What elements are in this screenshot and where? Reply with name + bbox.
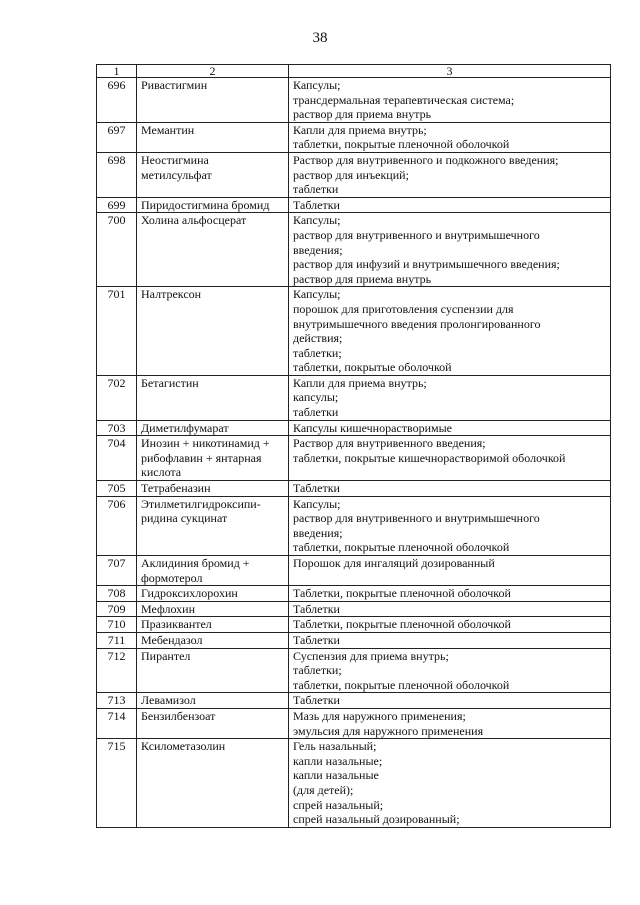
dosage-form-line: спрей назальный;: [293, 797, 384, 812]
row-number: 696: [97, 78, 137, 123]
dosage-form-line: Капсулы;: [293, 213, 341, 228]
table-row: [97, 648, 611, 693]
row-number: 710: [97, 617, 137, 633]
row-number: 697: [97, 122, 137, 152]
dosage-form-line: раствор для приема внутрь: [293, 107, 432, 122]
dosage-form-line: капли назальные: [293, 768, 379, 783]
drug-name-cell: [137, 648, 289, 693]
dosage-form-line: таблетки: [293, 405, 339, 420]
dosage-form-line: таблетки, покрытые пленочной оболочкой: [293, 137, 510, 152]
dosage-form-line: Таблетки: [293, 632, 340, 647]
row-number: 709: [97, 601, 137, 617]
drug-name-cell: [137, 481, 289, 497]
table-row: [97, 601, 611, 617]
dosage-form-line: действия;: [293, 331, 343, 346]
dosage-form-line: эмульсия для наружного применения: [293, 723, 484, 738]
drug-name-line: Аклидиния бромид +: [141, 556, 250, 570]
drug-name-line: кислота: [141, 465, 182, 480]
drug-name-line: Ксилометазолин: [141, 739, 226, 754]
row-number: 704: [97, 436, 137, 481]
dosage-form-line: Капсулы;: [293, 496, 341, 511]
table-row: [97, 708, 611, 738]
dosage-form-line: капли назальные;: [293, 753, 383, 768]
dosage-forms-cell: [289, 617, 611, 633]
table-row: [97, 496, 611, 555]
dosage-form-line: введения;: [293, 242, 343, 257]
dosage-form-line: таблетки, покрытые оболочкой: [293, 360, 452, 375]
dosage-form-line: капсулы;: [293, 390, 339, 405]
drug-name-cell: [137, 122, 289, 152]
dosage-form-line: Капсулы;: [293, 78, 341, 92]
drug-name-line: Мебендазол: [141, 632, 203, 647]
column-header-name: 2: [137, 65, 289, 78]
dosage-form-line: Суспензия для приема внутрь;: [293, 648, 449, 663]
drug-name-line: Этилметилгидроксипи-: [141, 496, 261, 511]
drug-name-line: Холина альфосцерат: [141, 213, 247, 228]
drug-name-cell: [137, 213, 289, 287]
table-body: [97, 78, 611, 828]
table-row: [97, 739, 611, 828]
drug-name-line: Мефлохин: [141, 601, 195, 616]
dosage-form-line: Таблетки, покрытые пленочной оболочкой: [293, 586, 511, 601]
drug-name-line: формотерол: [141, 570, 203, 585]
drug-name-line: Неостигмина: [141, 152, 209, 167]
table-row: [97, 586, 611, 602]
drug-name-line: Бетагистин: [141, 375, 199, 390]
drug-name-cell: [137, 496, 289, 555]
row-number: 701: [97, 287, 137, 376]
dosage-forms-cell: [289, 693, 611, 709]
table-row: [97, 556, 611, 586]
page-number: 38: [312, 30, 328, 46]
dosage-form-line: Таблетки: [293, 197, 340, 212]
drug-name-cell: [137, 78, 289, 123]
drug-name-line: Пиридостигмина бромид: [141, 197, 270, 212]
table-header: [97, 65, 611, 78]
drug-name-line: метилсульфат: [141, 167, 212, 182]
drug-name-cell: [137, 420, 289, 436]
dosage-form-line: Раствор для внутривенного введения;: [293, 436, 486, 451]
dosage-form-line: Гель назальный;: [293, 739, 377, 754]
table-row: [97, 152, 611, 197]
dosage-form-line: Мазь для наружного применения;: [293, 708, 466, 723]
drug-name-cell: [137, 708, 289, 738]
drug-name-line: Празиквантел: [141, 617, 212, 632]
drug-name-cell: [137, 693, 289, 709]
row-number: 705: [97, 481, 137, 497]
drug-name-cell: [137, 601, 289, 617]
drug-name-cell: [137, 739, 289, 828]
drug-name-cell: [137, 436, 289, 481]
row-number: 707: [97, 556, 137, 586]
drug-name-line: Левамизол: [141, 693, 196, 708]
column-header-forms: 3: [289, 65, 611, 78]
drug-name-cell: [137, 586, 289, 602]
row-number: 713: [97, 693, 137, 709]
drug-name-cell: [137, 632, 289, 648]
dosage-form-line: таблетки: [293, 182, 339, 197]
dosage-form-line: таблетки, покрытые пленочной оболочкой: [293, 540, 510, 555]
dosage-form-line: раствор для приема внутрь: [293, 271, 432, 286]
dosage-forms-cell: [289, 648, 611, 693]
table-row: [97, 436, 611, 481]
dosage-forms-cell: [289, 78, 611, 123]
row-number: 714: [97, 708, 137, 738]
dosage-form-line: Порошок для ингаляций дозированный: [293, 556, 495, 570]
dosage-form-line: порошок для приготовления суспензии для: [293, 301, 514, 316]
table-row: [97, 213, 611, 287]
drug-name-line: Диметилфумарат: [141, 420, 229, 435]
table-row: [97, 617, 611, 633]
dosage-forms-cell: [289, 708, 611, 738]
dosage-forms-cell: [289, 436, 611, 481]
table-row: [97, 632, 611, 648]
dosage-form-line: Таблетки: [293, 693, 340, 708]
dosage-form-line: (для детей);: [293, 782, 354, 797]
dosage-forms-cell: [289, 556, 611, 586]
drug-table: [96, 64, 611, 828]
dosage-form-line: раствор для инъекций;: [293, 167, 409, 182]
row-number: 711: [97, 632, 137, 648]
dosage-forms-cell: [289, 420, 611, 436]
dosage-form-line: трансдермальная терапевтическая система;: [293, 92, 515, 107]
dosage-forms-cell: [289, 375, 611, 420]
dosage-forms-cell: [289, 213, 611, 287]
row-number: 706: [97, 496, 137, 555]
dosage-form-line: Раствор для внутривенного и подкожного введения;: [293, 152, 559, 167]
drug-name-line: Пирантел: [141, 648, 191, 663]
table-row: [97, 420, 611, 436]
drug-name-line: Тетрабеназин: [141, 481, 211, 496]
drug-name-line: рибофлавин + янтарная: [141, 450, 262, 465]
dosage-form-line: введения;: [293, 525, 343, 540]
drug-name-cell: [137, 197, 289, 213]
table-row: [97, 78, 611, 123]
drug-name-line: Налтрексон: [141, 287, 202, 302]
row-number: 708: [97, 586, 137, 602]
dosage-form-line: раствор для инфузий и внутримышечного введения;: [293, 257, 560, 272]
dosage-form-line: Капсулы кишечнорастворимые: [293, 420, 452, 435]
drug-name-line: Инозин + никотинамид +: [141, 436, 270, 451]
row-number: 700: [97, 213, 137, 287]
dosage-form-line: внутримышечного введения пролонгированного: [293, 316, 541, 331]
row-number: 702: [97, 375, 137, 420]
dosage-form-line: раствор для внутривенного и внутримышечного: [293, 227, 540, 242]
table-row: [97, 693, 611, 709]
dosage-forms-cell: [289, 197, 611, 213]
drug-name-cell: [137, 152, 289, 197]
column-header-number: 1: [97, 65, 137, 78]
drug-name-cell: [137, 556, 289, 586]
dosage-forms-cell: [289, 122, 611, 152]
drug-name-cell: [137, 617, 289, 633]
row-number: 699: [97, 197, 137, 213]
row-number: 703: [97, 420, 137, 436]
dosage-forms-cell: [289, 632, 611, 648]
drug-name-line: Ривастигмин: [141, 78, 208, 92]
drug-name-line: Бензилбензоат: [141, 708, 216, 723]
table-row: [97, 197, 611, 213]
row-number: 712: [97, 648, 137, 693]
dosage-forms-cell: [289, 739, 611, 828]
dosage-forms-cell: [289, 287, 611, 376]
dosage-form-line: Капли для приема внутрь;: [293, 375, 427, 390]
table-row: [97, 122, 611, 152]
dosage-form-line: Таблетки: [293, 601, 340, 616]
dosage-forms-cell: [289, 152, 611, 197]
dosage-form-line: таблетки, покрытые кишечнорастворимой оболочкой: [293, 450, 566, 465]
dosage-form-line: таблетки;: [293, 345, 342, 360]
dosage-form-line: Таблетки: [293, 481, 340, 496]
drug-name-cell: [137, 375, 289, 420]
table-row: [97, 481, 611, 497]
dosage-form-line: таблетки;: [293, 663, 342, 678]
drug-name-line: Гидроксихлорохин: [141, 586, 238, 601]
dosage-form-line: Капсулы;: [293, 287, 341, 302]
drug-name-cell: [137, 287, 289, 376]
dosage-form-line: раствор для внутривенного и внутримышечного: [293, 511, 540, 526]
row-number: 715: [97, 739, 137, 828]
dosage-forms-cell: [289, 586, 611, 602]
row-number: 698: [97, 152, 137, 197]
dosage-form-line: Капли для приема внутрь;: [293, 122, 427, 137]
dosage-forms-cell: [289, 481, 611, 497]
dosage-forms-cell: [289, 496, 611, 555]
drug-name-line: ридина сукцинат: [141, 511, 228, 526]
table-row: [97, 375, 611, 420]
table-row: [97, 287, 611, 376]
dosage-form-line: Таблетки, покрытые пленочной оболочкой: [293, 617, 511, 632]
drug-name-line: Мемантин: [141, 122, 195, 137]
dosage-form-line: таблетки, покрытые пленочной оболочкой: [293, 677, 510, 692]
dosage-forms-cell: [289, 601, 611, 617]
dosage-form-line: спрей назальный дозированный;: [293, 812, 460, 827]
